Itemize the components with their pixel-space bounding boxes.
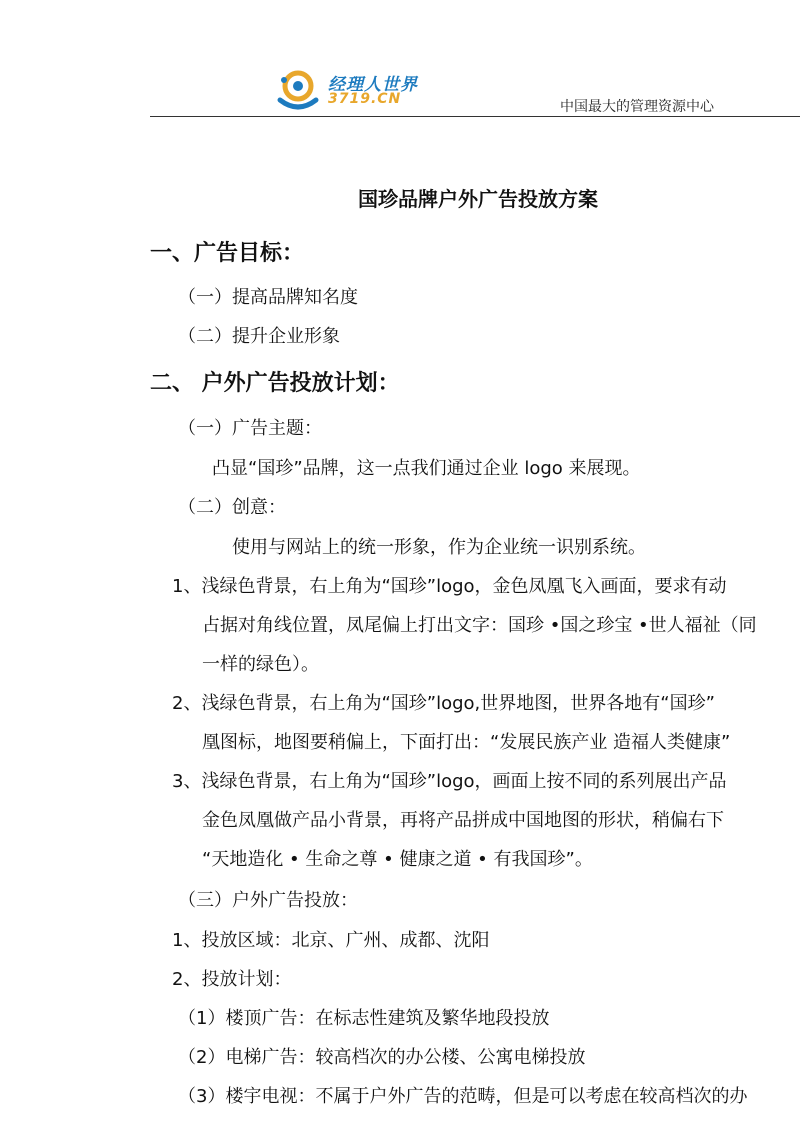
list-item: （1）楼顶广告：在标志性建筑及繁华地段投放	[178, 1008, 550, 1029]
logo-name: 经理人世界	[328, 75, 418, 95]
subsection-heading: （三）户外广告投放：	[178, 890, 358, 911]
section-heading: 一、广告目标：	[150, 241, 305, 266]
site-logo[interactable]	[272, 64, 422, 114]
logo-emblem-icon	[274, 66, 324, 114]
paragraph-line: 2、浅绿色背景，右上角为“国珍”logo,世界地图，世界各地有“国珍”	[172, 693, 715, 714]
section-heading: 二、 户外广告投放计划：	[150, 371, 400, 396]
paragraph-line: 使用与网站上的统一形象，作为企业统一识别系统。	[232, 537, 646, 558]
paragraph-line: 1、投放区域：北京、广州、成都、沈阳	[172, 930, 490, 951]
header-tagline: 中国最大的管理资源中心	[560, 99, 714, 115]
paragraph-line: 凰图标，地图要稍偏上，下面打出：“发展民族产业 造福人类健康”	[202, 732, 731, 753]
subsection-heading: （二）创意：	[178, 497, 286, 518]
list-item: （二）提升企业形象	[178, 326, 340, 347]
page-header	[0, 0, 800, 120]
paragraph-line: 一样的绿色）。	[202, 654, 319, 675]
paragraph-line: 1、浅绿色背景，右上角为“国珍”logo，金色凤凰飞入画面，要求有动	[172, 576, 727, 597]
paragraph-line: “天地造化 • 生命之尊 • 健康之道 • 有我国珍”。	[202, 849, 593, 870]
paragraph-line: 2、投放计划：	[172, 969, 292, 990]
paragraph-line: 3、浅绿色背景，右上角为“国珍”logo，画面上按不同的系列展出产品	[172, 771, 727, 792]
list-item: （3）楼宇电视：不属于户外广告的范畴，但是可以考虑在较高档次的办	[178, 1086, 748, 1107]
list-item: （2）电梯广告：较高档次的办公楼、公寓电梯投放	[178, 1047, 586, 1068]
paragraph-line: 占据对角线位置，凤尾偏上打出文字：国珍 •国之珍宝 •世人福祉（同	[202, 615, 757, 636]
header-divider	[150, 116, 800, 117]
paragraph-line: 凸显“国珍”品牌，这一点我们通过企业 logo 来展现。	[212, 458, 641, 479]
list-item: （一）提高品牌知名度	[178, 287, 358, 308]
logo-site: 3719.CN	[328, 91, 402, 107]
paragraph-line: 金色凤凰做产品小背景，再将产品拼成中国地图的形状，稍偏右下	[202, 810, 724, 831]
document-title: 国珍品牌户外广告投放方案	[358, 187, 598, 211]
subsection-heading: （一）广告主题：	[178, 418, 322, 439]
